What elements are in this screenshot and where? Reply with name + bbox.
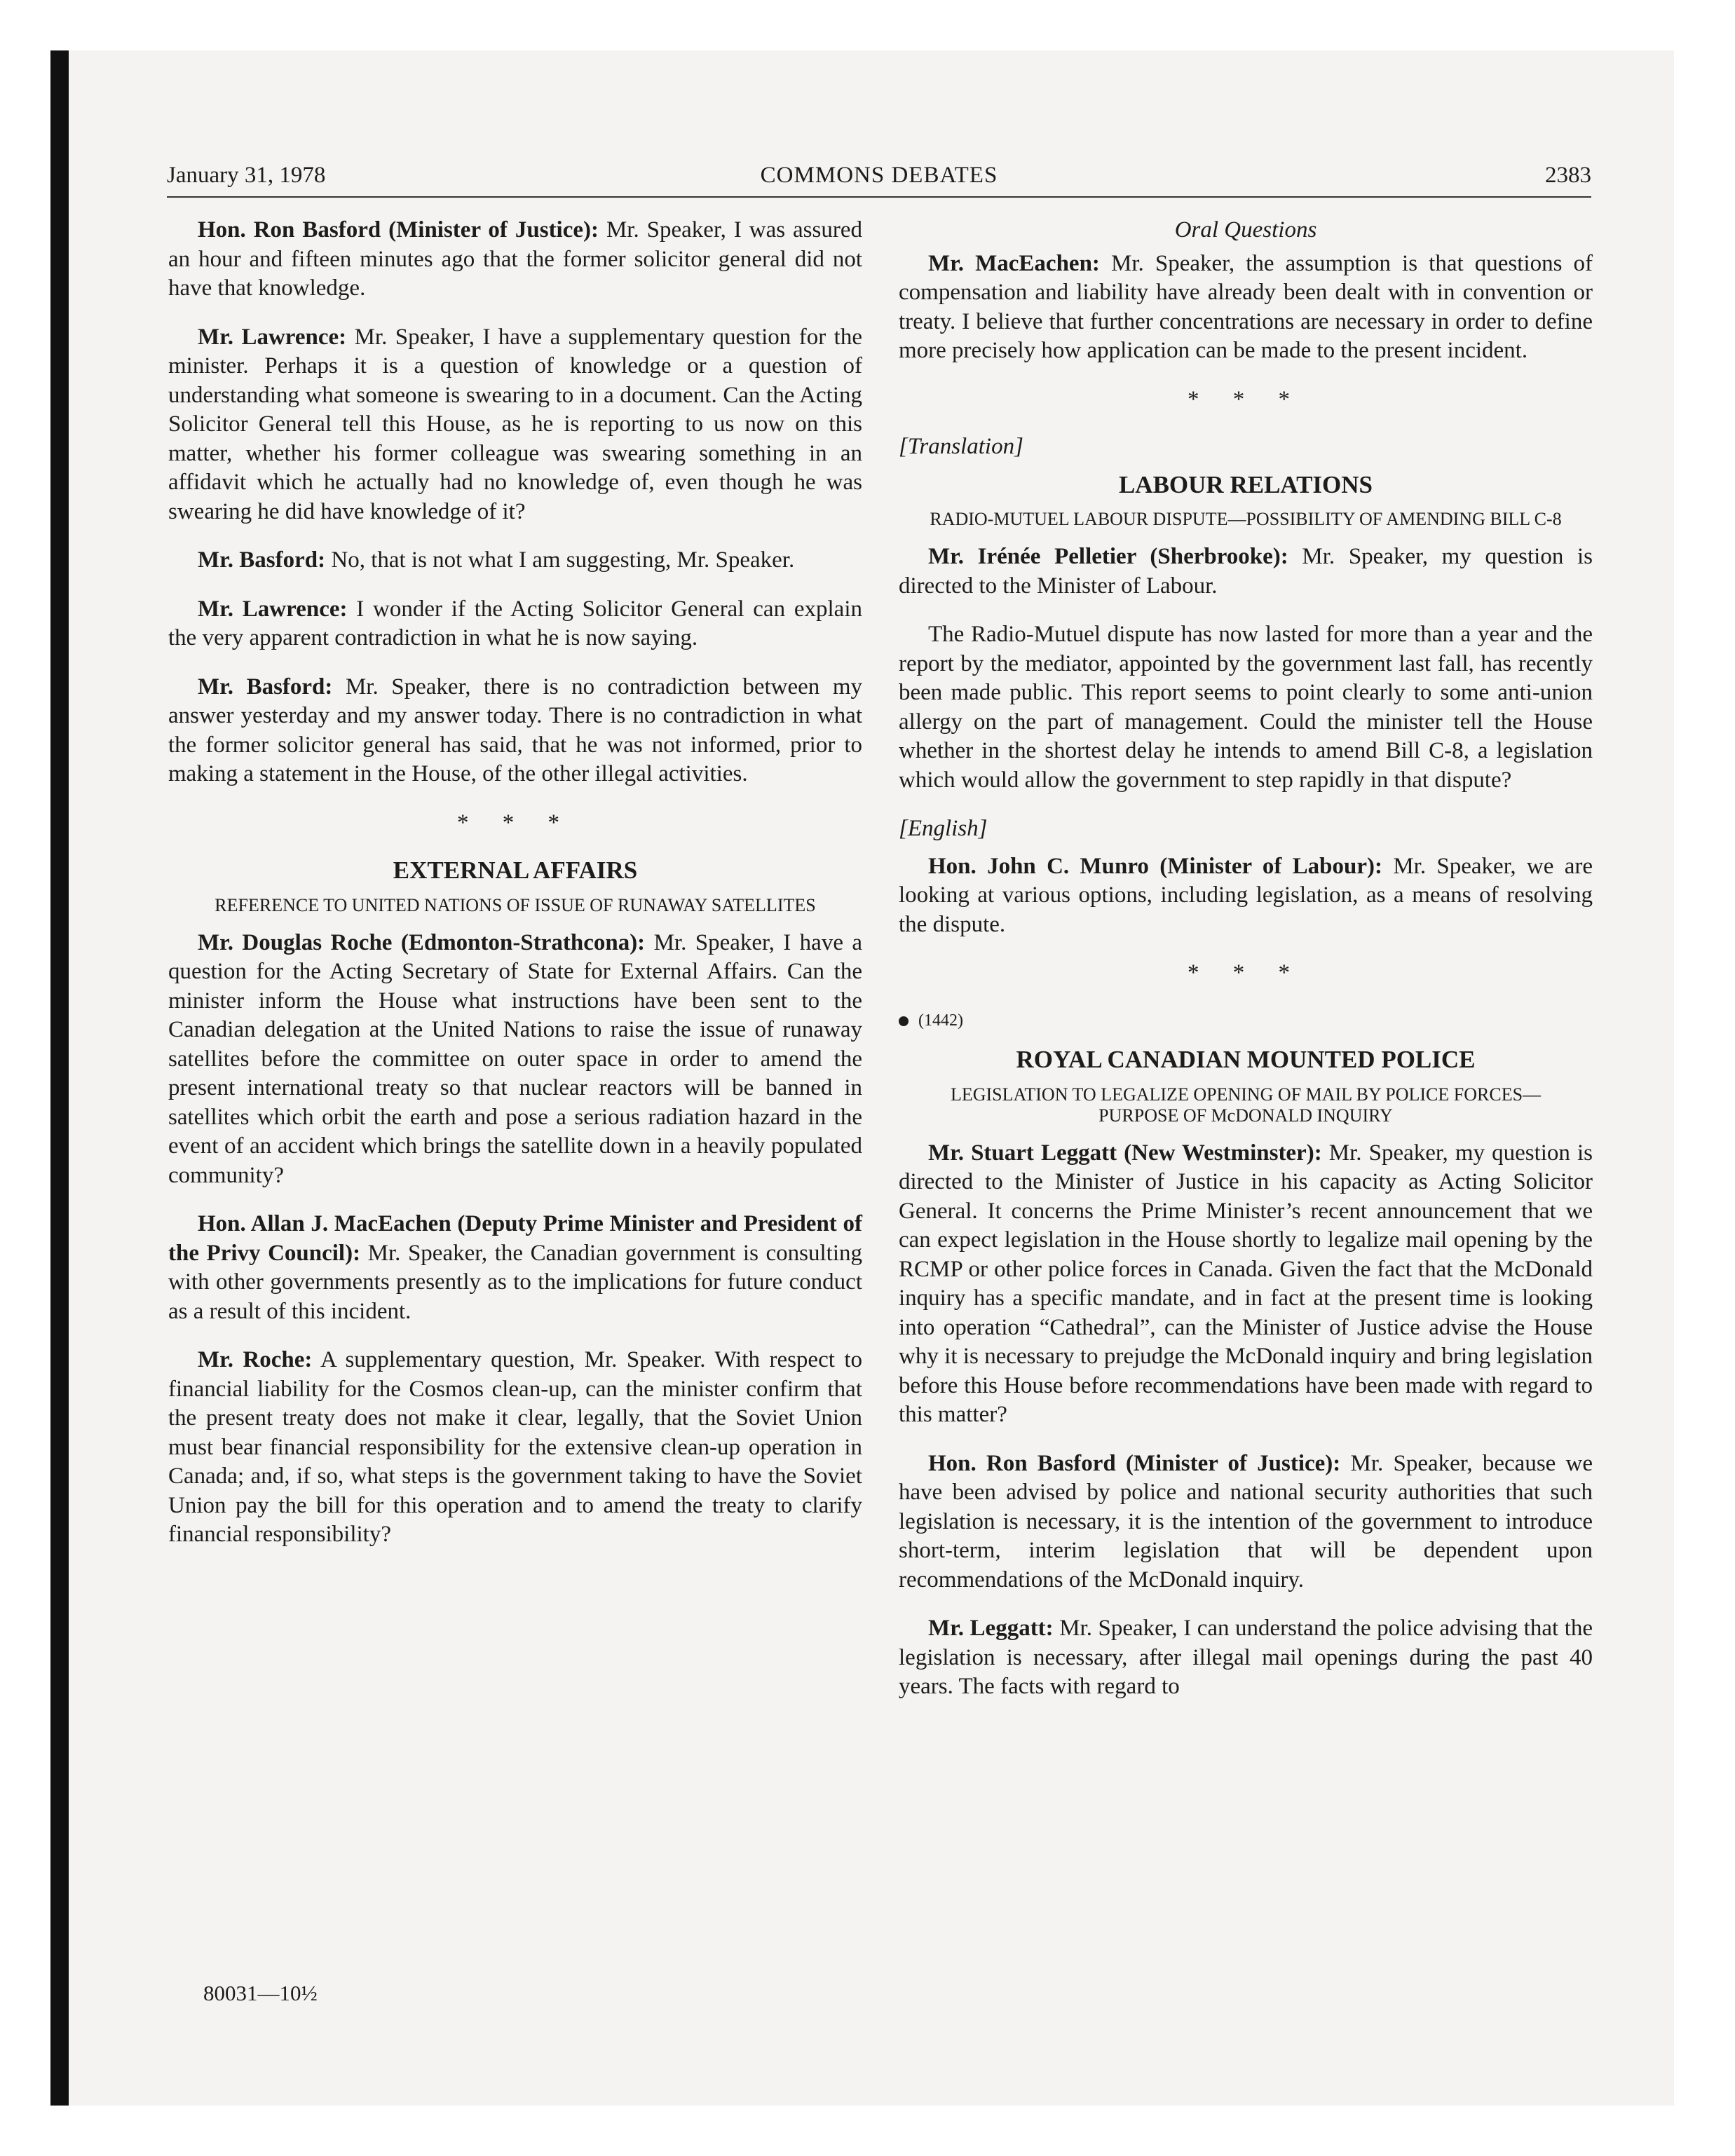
speech-text: No, that is not what I am suggesting, Mr. Speaker. xyxy=(325,547,795,573)
language-marker: [Translation] xyxy=(899,434,1023,459)
speech-text: Mr. Speaker, I have a supplementary question for the minister. Perhaps it is a question of knowledge or a question of understanding what someone is swearing to in a document. Can the Acting Solicitor General tell this House, as he is reporting to us now on this matter, whether his former colleague was swearing something in an affidavit which he actually had no knowledge of, even though he was swearing he did have knowledge of it? xyxy=(168,324,862,524)
section-subheading: RADIO-MUTUEL LABOUR DISPUTE—POSSIBILITY OF AMENDING BILL C-8 xyxy=(930,509,1562,529)
speech-paragraph xyxy=(899,250,1593,366)
time-marker xyxy=(899,1007,1593,1036)
speech-paragraph xyxy=(899,1139,1593,1430)
section-separator: * * * xyxy=(1188,386,1304,412)
speech-text: Mr. Speaker, my question is directed to the Minister of Justice in his capacity as Acting Solicitor General. It concerns the Prime Minister’s recent announcement that we can expect legislation in the House shortly to legalize mail opening by the RCMP or other police forces in Canada. Given the fact that the McDonald inquiry has a specific mandate, and in fact at the present time is looking into operation “Cathedral”, can the Minister of Justice advise the House why it is necessary to prejudge the McDonald inquiry and bring legislation before this House before recommendations have been made with regard to this matter? xyxy=(899,1140,1593,1427)
speaker-name: Mr. Stuart Leggatt (New Westminster): xyxy=(928,1140,1322,1166)
right-column xyxy=(899,216,1593,1721)
section-heading: LABOUR RELATIONS xyxy=(1118,470,1373,498)
speech-paragraph xyxy=(899,543,1593,601)
speech-paragraph xyxy=(168,1346,862,1550)
speech-text: Mr. Speaker, the Canadian government is consulting with other governments presently as to the implications for future conduct as a result of this incident. xyxy=(168,1240,862,1324)
speaker-name: Mr. Basford: xyxy=(198,547,326,573)
speech-text: Mr. Speaker, there is no contradiction between my answer yesterday and my answer today. There is no contradiction in what the former solicitor general has said, that he was not informed, prior to making a statement in the House, of the other illegal activities. xyxy=(168,674,862,786)
speech-paragraph xyxy=(899,620,1593,795)
speech-paragraph xyxy=(899,1614,1593,1702)
speech-text: Mr. Speaker, my question is directed to the Minister of Labour. xyxy=(899,544,1593,599)
speaker-name: Hon. John C. Munro (Minister of Labour): xyxy=(928,853,1383,879)
speaker-name: Mr. Lawrence: xyxy=(198,324,347,350)
bullet-icon xyxy=(899,1016,909,1026)
speech-text: Mr. Speaker, I was assured an hour and fifteen minutes ago that the former solicitor general did not have that knowledge. xyxy=(168,217,862,301)
section-separator: * * * xyxy=(1188,960,1304,985)
speech-paragraph xyxy=(168,595,862,653)
speech-paragraph xyxy=(168,673,862,789)
speech-text: Mr. Speaker, I have a question for the Acting Secretary of State for External Affairs. Can the minister inform the House what instructions have been sent to the Canadian delegation at the United Nations to raise the issue of runaway satellites before the committee on outer space in order to amend the present international treaty so that nuclear reactors will be banned in satellites which orbit the earth and pose a serious radiation hazard in the event of an accident which brings the satellite down in a heavily populated community? xyxy=(168,929,863,1188)
running-title: Oral Questions xyxy=(1174,217,1317,243)
speech-text: A supplementary question, Mr. Speaker. With respect to financial liability for the Cosmos clean-up, can the minister confirm that the present treaty does not make it clear, legally, that the Soviet Union must bear financial responsibility for the extensive clean-up operation in Canada; and, if so, what steps is the government taking to have the Soviet Union pay the bill for this operation and to amend the treaty to clarify financial responsibility? xyxy=(168,1347,862,1547)
speaker-name: Hon. Ron Basford (Minister of Justice): xyxy=(198,217,599,243)
speaker-name: Mr. MacEachen: xyxy=(928,250,1100,276)
section-heading: ROYAL CANADIAN MOUNTED POLICE xyxy=(1016,1046,1476,1073)
speech-text: The Radio-Mutuel dispute has now lasted for more than a year and the report by the mediator, appointed by the government last fall, has recently been made public. This report seems to point clearly to some anti-union allergy on the part of management. Could the minister tell the House whether in the shortest delay he intends to amend Bill C-8, a legislation which would allow the government to step rapidly in that dispute? xyxy=(899,622,1593,793)
speech-paragraph xyxy=(168,1210,862,1326)
scan-edge xyxy=(50,50,69,2106)
speech-paragraph xyxy=(168,929,862,1191)
speech-text: I wonder if the Acting Solicitor General can explain the very apparent contradiction in what he is now saying. xyxy=(168,596,862,650)
speaker-name: Hon. Allan J. MacEachen (Deputy Prime Minister and President of the Privy Council): xyxy=(168,1211,862,1266)
speech-paragraph xyxy=(168,546,862,575)
section-subheading: REFERENCE TO UNITED NATIONS OF ISSUE OF RUNAWAY SATELLITES xyxy=(215,894,816,915)
header-title: COMMONS DEBATES xyxy=(760,163,998,188)
speaker-name: Mr. Basford: xyxy=(198,674,333,700)
speaker-name: Mr. Roche: xyxy=(198,1347,313,1372)
footer-code: 80031—10½ xyxy=(203,1981,318,2005)
section-separator: * * * xyxy=(457,810,573,835)
speech-paragraph xyxy=(899,1449,1593,1595)
page-header xyxy=(167,160,1591,198)
section-subheading: LEGISLATION TO LEGALIZE OPENING OF MAIL BY POLICE FORCES—PURPOSE OF McDONALD INQUIRY xyxy=(950,1084,1542,1126)
speaker-name: Mr. Douglas Roche (Edmonton-Strathcona): xyxy=(198,929,646,955)
section-heading: EXTERNAL AFFAIRS xyxy=(393,857,638,884)
speaker-name: Mr. Lawrence: xyxy=(198,596,348,622)
speaker-name: Mr. Irénée Pelletier (Sherbrooke): xyxy=(928,544,1288,569)
speech-text: Mr. Speaker, I can understand the police advising that the legislation is necessary, after illegal mail openings during the past 40 years. The facts with regard to xyxy=(899,1616,1593,1699)
speaker-name: Hon. Ron Basford (Minister of Justice): xyxy=(928,1450,1341,1476)
speech-text: Mr. Speaker, the assumption is that questions of compensation and liability have already been dealt with in convention or treaty. I believe that further concentrations are necessary in order to define more precisely how application can be made to the present incident. xyxy=(899,250,1593,363)
left-column xyxy=(168,216,862,1569)
speech-paragraph xyxy=(168,323,862,527)
language-marker: [English] xyxy=(899,816,988,841)
header-date: January 31, 1978 xyxy=(167,163,326,188)
time-marker-text: (1442) xyxy=(918,1011,963,1030)
speech-paragraph xyxy=(899,852,1593,940)
speaker-name: Mr. Leggatt: xyxy=(928,1616,1054,1641)
header-page-number: 2383 xyxy=(1545,163,1591,188)
speech-text: Mr. Speaker, because we have been advised by police and national security authorities that such legislation is necessary, it is the intention of the government to introduce short-term, interim legislation that will be dependent upon recommendations of the McDonald inquiry. xyxy=(899,1450,1593,1592)
speech-text: Mr. Speaker, we are looking at various options, including legislation, as a means of resolving the dispute. xyxy=(899,853,1593,937)
speech-paragraph xyxy=(168,216,862,303)
